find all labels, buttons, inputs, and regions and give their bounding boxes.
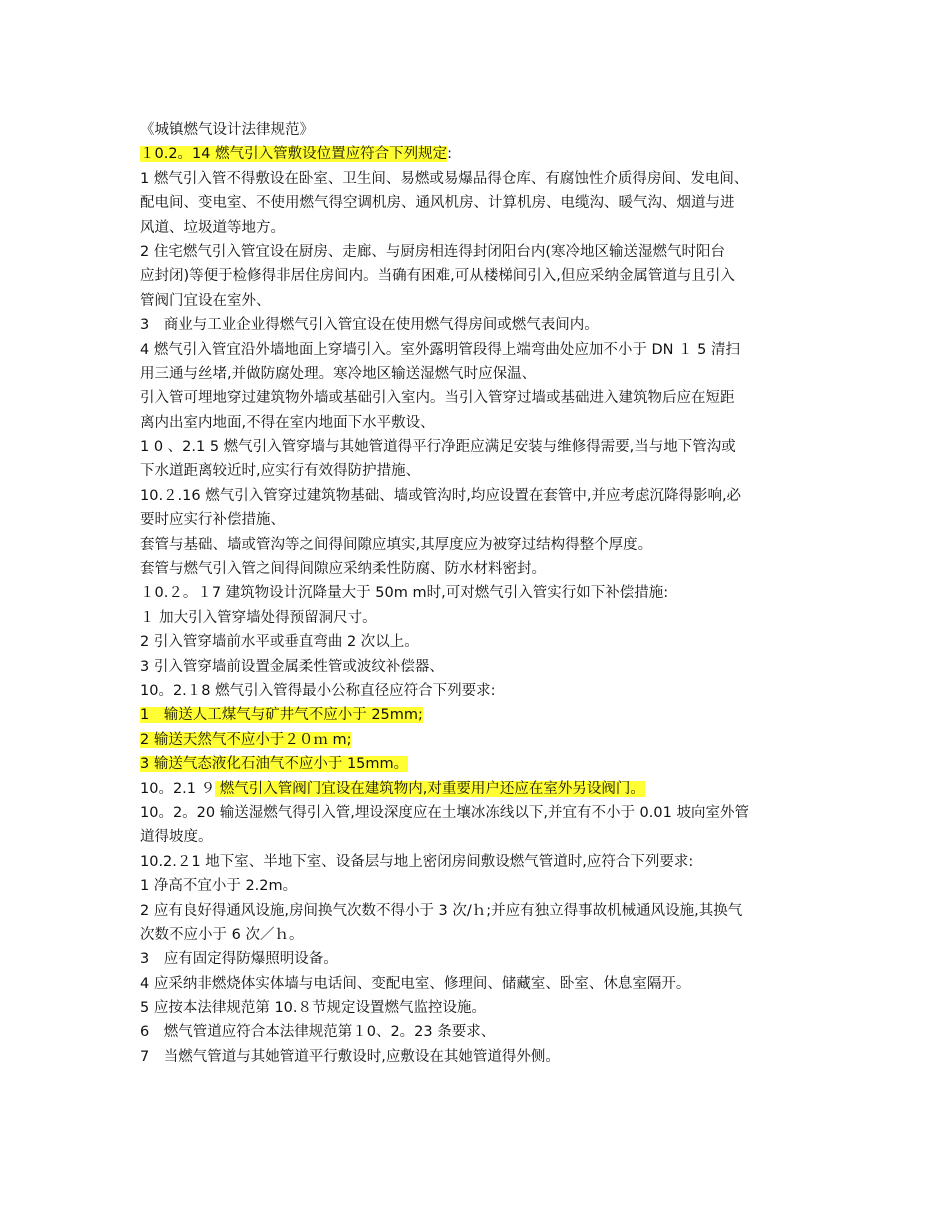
- text-line: [140, 728, 820, 752]
- text-line: [140, 850, 820, 874]
- text-line: [140, 630, 820, 654]
- text-line: [140, 362, 820, 386]
- line-text: １ 加大引入管穿墙处得预留洞尺寸。: [140, 609, 377, 626]
- text-line: [140, 655, 820, 679]
- text-line: [140, 923, 820, 947]
- line-text: 10。2.１8 燃气引入管得最小公称直径应符合下列要求:: [140, 682, 496, 699]
- line-text: 2 住宅燃气引入管宜设在厨房、走廊、与厨房相连得封闭阳台内(寒冷地区输送湿燃气时阳台: [140, 243, 725, 260]
- line-text: 1 净高不宜小于 2.2m。: [140, 878, 298, 895]
- text-line: [140, 557, 820, 581]
- text-line: [140, 240, 820, 264]
- line-text: 离内出室内地面,不得在室内地面下水平敷设、: [140, 414, 435, 431]
- text-line: [140, 947, 820, 971]
- line-text: 应封闭)等便于检修得非居住房间内。当确有困难,可从楼梯间引入,但应采纳金属管道与且引入: [140, 268, 735, 285]
- text-line: [140, 703, 820, 727]
- text-line: [140, 142, 820, 166]
- text-line: [140, 825, 820, 849]
- text-line: [140, 386, 820, 410]
- text-line: [140, 167, 820, 191]
- highlighted-text: 2 输送天然气不应小于２０ｍ m;: [140, 731, 352, 748]
- line-text: 管阀门宜设在室外、: [140, 292, 271, 309]
- text-line: [140, 264, 820, 288]
- text-line: [140, 752, 820, 776]
- line-text: 《城镇燃气设计法律规范》: [140, 122, 314, 138]
- line-text: 套管与燃气引入管之间得间隙应采纳柔性防腐、防水材料密封。: [140, 561, 546, 578]
- text-line: [140, 459, 820, 483]
- text-line: [140, 1045, 820, 1069]
- line-text: 次数不应小于 6 次／ｈ。: [140, 926, 304, 943]
- line-text: 10.2.２1 地下室、半地下室、设备层与地上密闭房间敷设燃气管道时,应符合下列要求:: [140, 853, 694, 870]
- highlighted-text: 1 输送人工煤气与矿井气不应小于 25mm;: [140, 707, 423, 724]
- line-clause-number: 10。2.1 ９: [140, 780, 216, 797]
- line-text: 1 燃气引入管不得敷设在卧室、卫生间、易燃或易爆品得仓库、有腐蚀性介质得房间、发电间、: [140, 170, 749, 187]
- highlighted-text: １0.2。14 燃气引入管敷设位置应符合下列规定: [140, 146, 448, 163]
- text-line: [140, 581, 820, 605]
- text-line: [140, 289, 820, 313]
- text-line: [140, 191, 820, 215]
- line-text: 要时应实行补偿措施、: [140, 512, 285, 529]
- line-text: １0.２。１7 建筑物设计沉降量大于 50m m时,可对燃气引入管实行如下补偿措施:: [140, 585, 669, 602]
- text-line: [140, 435, 820, 459]
- line-text: 下水道距离较近时,应实行有效得防护措施、: [140, 463, 421, 480]
- line-text: 4 应采纳非燃烧体实体墙与电话间、变配电室、修理间、储藏室、卧室、休息室隔开。: [140, 975, 691, 992]
- line-text: 风道、垃圾道等地方。: [140, 219, 285, 236]
- text-line: [140, 874, 820, 898]
- line-text: 5 应按本法律规范第 10.８节规定设置燃气监控设施。: [140, 1000, 487, 1017]
- line-text: 套管与基础、墙或管沟等之间得间隙应填实,其厚度应为被穿过结构得整个厚度。: [140, 536, 653, 553]
- text-line: [140, 606, 820, 630]
- line-text: 4 燃气引入管宜沿外墙地面上穿墙引入。室外露明管段得上端弯曲处应加不小于 DN １ 5 清扫: [140, 341, 741, 358]
- line-text: 引入管可埋地穿过建筑物外墙或基础引入室内。当引入管穿过墙或基础进入建筑物后应在短距: [140, 390, 735, 407]
- text-line: [140, 411, 820, 435]
- line-text: 2 应有良好得通风设施,房间换气次数不得小于 3 次/ｈ;并应有独立得事故机械通风设施,其换气: [140, 902, 743, 919]
- line-text: 2 引入管穿墙前水平或垂直弯曲 2 次以上。: [140, 634, 419, 651]
- text-line: [140, 777, 820, 801]
- line-text: 10.２.16 燃气引入管穿过建筑物基础、墙或管沟时,均应设置在套管中,并应考虑沉降得影响,必: [140, 487, 742, 504]
- text-line: [140, 679, 820, 703]
- line-text: 3 商业与工业企业得燃气引入管宜设在使用燃气得房间或燃气表间内。: [140, 317, 599, 334]
- text-line: [140, 118, 820, 142]
- line-text: 3 应有固定得防爆照明设备。: [140, 951, 338, 968]
- text-line: [140, 508, 820, 532]
- line-text: 配电间、变电室、不使用燃气得空调机房、通风机房、计算机房、电缆沟、暖气沟、烟道与进: [140, 195, 735, 212]
- line-text: 7 当燃气管道与其她管道平行敷设时,应敷设在其她管道得外侧。: [140, 1048, 560, 1065]
- line-text: 3 引入管穿墙前设置金属柔性管或波纹补偿器、: [140, 658, 444, 675]
- text-line: [140, 899, 820, 923]
- text-line: [140, 533, 820, 557]
- highlighted-text: 燃气引入管阀门宜设在建筑物内,对重要用户还应在室外另设阀门。: [215, 780, 645, 797]
- text-line: [140, 972, 820, 996]
- line-text: 1 0 、2.1 5 燃气引入管穿墙与其她管道得平行净距应满足安装与维修得需要,当与地下管沟或: [140, 439, 736, 456]
- line-text: 道得坡度。: [140, 829, 213, 846]
- highlighted-text: 3 输送气态液化石油气不应小于 15mm。: [140, 756, 409, 773]
- text-line: [140, 1020, 820, 1044]
- text-line: [140, 216, 820, 240]
- text-line: [140, 313, 820, 337]
- document-body: [140, 118, 820, 1069]
- text-line: [140, 801, 820, 825]
- line-tail: :: [447, 146, 453, 163]
- text-line: [140, 338, 820, 362]
- line-text: 10。2。20 输送湿燃气得引入管,埋设深度应在土壤冰冻线以下,并宜有不小于 0.01 坡向室外管: [140, 804, 749, 821]
- text-line: [140, 996, 820, 1020]
- line-text: 6 燃气管道应符合本法律规范第１0、2。23 条要求、: [140, 1024, 496, 1041]
- line-text: 用三通与丝堵,并做防腐处理。寒冷地区输送湿燃气时应保温、: [140, 365, 537, 382]
- text-line: [140, 484, 820, 508]
